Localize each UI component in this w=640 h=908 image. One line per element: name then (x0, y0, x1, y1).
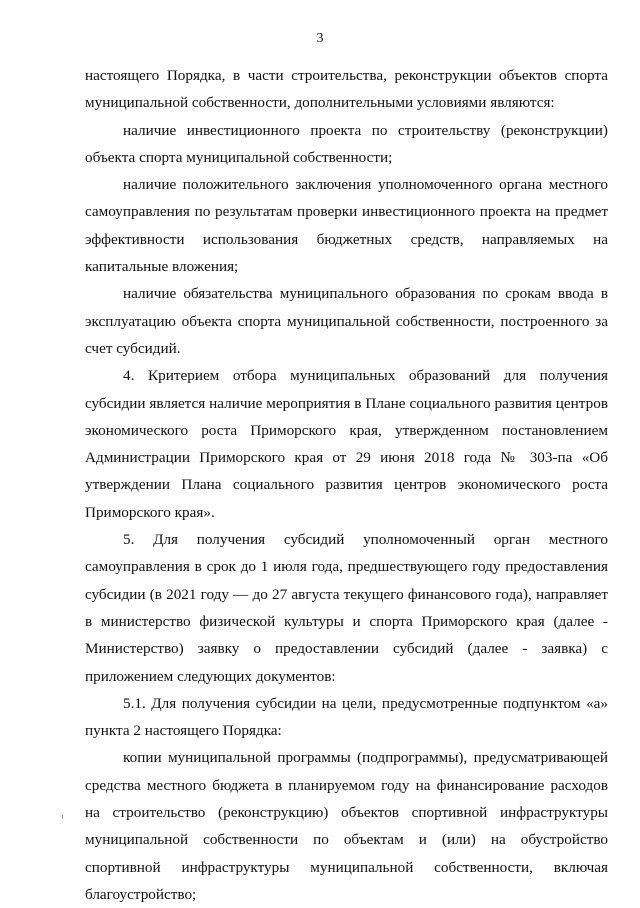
paragraph-item-5-1: 5.1. Для получения субсидии на цели, предусмотренные подпунктом «а» пункта 2 настоящего Порядка: (85, 694, 608, 740)
paragraph-item-4: 4. Критерием отбора муниципальных образований для получения субсидии является наличие мероприятия в Плане социального развития центров экономического роста Приморского края, утвержденном постановлением Администрации Приморского края от 29 июня 2018 года № 303-па «Об утверждении Плана социального развития центров экономического роста Приморского края». (85, 367, 608, 521)
paragraph-item-5: 5. Для получения субсидий уполномоченный орган местного самоуправления в срок до 1 июля года, предшествующего году предоставления субсидии (в 2021 году — до 27 августа текущего финансового года), направляет в министерство физической культуры и спорта Приморского края (далее - Министерство) заявку о предоставлении субсидий (далее - заявка) с приложением следующих документов: (85, 531, 608, 685)
paragraph-investment-project: наличие инвестиционного проекта по строительству (реконструкции) объекта спорта муниципальной собственности; (85, 121, 608, 166)
margin-mark (62, 815, 63, 819)
document-body (85, 62, 608, 908)
page-number: 3 (316, 31, 324, 46)
paragraph-continuation: настоящего Порядка, в части строительства, реконструкции объектов спорта муниципальной собственности, дополнительными условиями являются: (85, 67, 608, 112)
paragraph-program-copies: копии муниципальной программы (подпрограммы), предусматривающей средства местного бюджета в планируемом году на финансирование расходов на строительство (реконструкцию) объектов спортивной инфраструктуры муниципальной собственности по объектам и (или) на обустройство спортивной инфраструктуры муниципальной собственности, включая благоустройство; (85, 749, 608, 903)
paragraph-positive-conclusion: наличие положительного заключения уполномоченного органа местного самоуправления по результатам проверки инвестиционного проекта на предмет эффективности использования бюджетных средств, направляемых на капитальные вложения; (85, 176, 608, 276)
paragraph-commissioning-obligation: наличие обязательства муниципального образования по срокам ввода в эксплуатацию объекта спорта муниципальной собственности, построенного за счет субсидий. (85, 285, 608, 357)
